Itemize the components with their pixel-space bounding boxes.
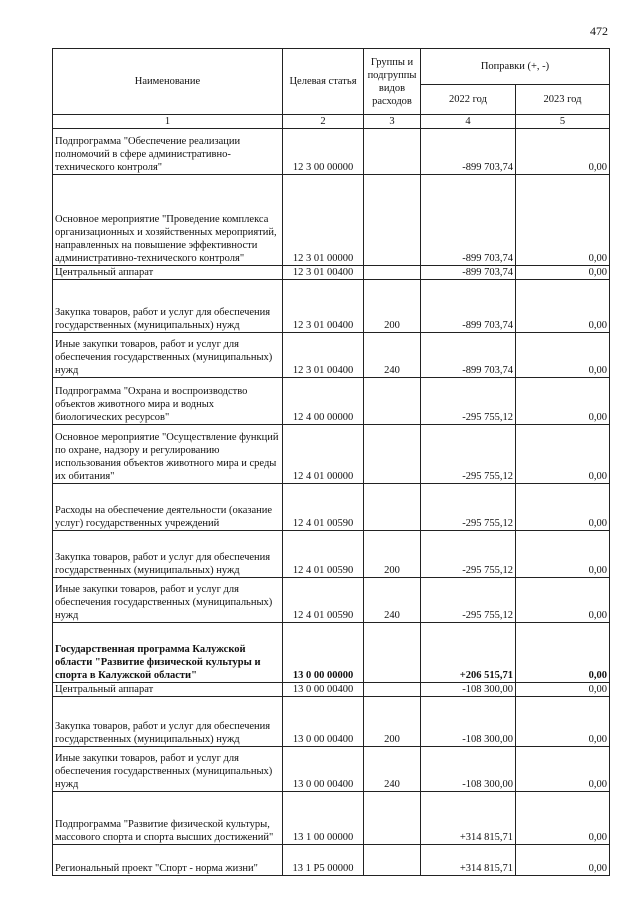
column-number: 1 (53, 115, 283, 129)
row-name: Закупка товаров, работ и услуг для обеспечения государственных (муниципальных) нужд (53, 280, 283, 333)
row-target-code: 12 4 01 00590 (283, 484, 364, 531)
row-group (364, 175, 421, 266)
row-amount-2023: 0,00 (516, 425, 610, 484)
row-amount-2023: 0,00 (516, 623, 610, 683)
header-amendments: Поправки (+, -) (421, 49, 610, 85)
row-target-code: 13 0 00 00000 (283, 623, 364, 683)
row-amount-2023: 0,00 (516, 266, 610, 280)
row-group: 200 (364, 697, 421, 747)
row-amount-2023: 0,00 (516, 484, 610, 531)
row-target-code: 13 0 00 00400 (283, 683, 364, 697)
header-target: Целевая статья (283, 49, 364, 115)
row-name: Государственная программа Калужской области "Развитие физической культуры и спорта в Калужской области" (53, 623, 283, 683)
table-row (53, 266, 610, 280)
row-group (364, 425, 421, 484)
row-amount-2022: +206 515,71 (421, 623, 516, 683)
row-group (364, 266, 421, 280)
row-amount-2022: -899 703,74 (421, 280, 516, 333)
table-row (53, 683, 610, 697)
budget-table (52, 48, 610, 876)
row-amount-2023: 0,00 (516, 175, 610, 266)
row-target-code: 13 1 00 00000 (283, 792, 364, 845)
row-amount-2022: -295 755,12 (421, 531, 516, 578)
page-number: 472 (590, 24, 608, 38)
table-row (53, 578, 610, 623)
row-amount-2022: -295 755,12 (421, 578, 516, 623)
table-row (53, 129, 610, 175)
row-amount-2023: 0,00 (516, 578, 610, 623)
table-row (53, 425, 610, 484)
row-target-code: 12 3 00 00000 (283, 129, 364, 175)
row-amount-2022: -108 300,00 (421, 747, 516, 792)
table-row (53, 747, 610, 792)
row-group: 200 (364, 280, 421, 333)
row-amount-2023: 0,00 (516, 792, 610, 845)
row-amount-2023: 0,00 (516, 683, 610, 697)
row-target-code: 12 3 01 00400 (283, 266, 364, 280)
row-target-code: 12 4 01 00000 (283, 425, 364, 484)
row-group (364, 845, 421, 876)
row-amount-2022: -899 703,74 (421, 175, 516, 266)
row-name: Расходы на обеспечение деятельности (оказание услуг) государственных учреждений (53, 484, 283, 531)
row-name: Центральный аппарат (53, 266, 283, 280)
row-name: Иные закупки товаров, работ и услуг для обеспечения государственных (муниципальных) нужд (53, 333, 283, 378)
row-group: 240 (364, 747, 421, 792)
row-name: Региональный проект "Спорт - норма жизни" (53, 845, 283, 876)
column-number: 5 (516, 115, 610, 129)
table-row (53, 531, 610, 578)
row-target-code: 13 0 00 00400 (283, 697, 364, 747)
table-row (53, 845, 610, 876)
row-target-code: 12 4 01 00590 (283, 531, 364, 578)
row-name: Подпрограмма "Охрана и воспроизводство объектов животного мира и водных биологических ресурсов" (53, 378, 283, 425)
row-amount-2023: 0,00 (516, 280, 610, 333)
table-row (53, 792, 610, 845)
row-amount-2022: -899 703,74 (421, 266, 516, 280)
header-year-2022: 2022 год (421, 85, 516, 115)
row-amount-2022: -295 755,12 (421, 425, 516, 484)
row-name: Закупка товаров, работ и услуг для обеспечения государственных (муниципальных) нужд (53, 697, 283, 747)
row-name: Подпрограмма "Развитие физической культуры, массового спорта и спорта высших достижений" (53, 792, 283, 845)
row-amount-2022: -295 755,12 (421, 378, 516, 425)
table-row (53, 378, 610, 425)
row-group (364, 484, 421, 531)
row-amount-2023: 0,00 (516, 845, 610, 876)
row-amount-2023: 0,00 (516, 697, 610, 747)
column-number: 2 (283, 115, 364, 129)
row-target-code: 12 4 01 00590 (283, 578, 364, 623)
row-group: 240 (364, 578, 421, 623)
row-target-code: 12 3 01 00000 (283, 175, 364, 266)
row-group (364, 129, 421, 175)
row-amount-2023: 0,00 (516, 378, 610, 425)
row-group: 240 (364, 333, 421, 378)
row-target-code: 13 1 P5 00000 (283, 845, 364, 876)
row-name: Закупка товаров, работ и услуг для обеспечения государственных (муниципальных) нужд (53, 531, 283, 578)
column-number: 3 (364, 115, 421, 129)
header-group: Группы и подгруппы видов расходов (364, 49, 421, 115)
row-amount-2022: -108 300,00 (421, 697, 516, 747)
row-amount-2022: -899 703,74 (421, 333, 516, 378)
row-name: Подпрограмма "Обеспечение реализации полномочий в сфере административно-технического контроля" (53, 129, 283, 175)
row-target-code: 12 3 01 00400 (283, 333, 364, 378)
row-group (364, 792, 421, 845)
row-name: Иные закупки товаров, работ и услуг для обеспечения государственных (муниципальных) нужд (53, 747, 283, 792)
row-amount-2022: -108 300,00 (421, 683, 516, 697)
table-row (53, 623, 610, 683)
row-amount-2022: +314 815,71 (421, 845, 516, 876)
row-name: Иные закупки товаров, работ и услуг для обеспечения государственных (муниципальных) нужд (53, 578, 283, 623)
row-name: Основное мероприятие "Осуществление функций по охране, надзору и регулированию использования объектов животного мира и среды их обитания" (53, 425, 283, 484)
row-group: 200 (364, 531, 421, 578)
header-name: Наименование (53, 49, 283, 115)
row-target-code: 12 3 01 00400 (283, 280, 364, 333)
table-row (53, 280, 610, 333)
row-target-code: 12 4 00 00000 (283, 378, 364, 425)
table-row (53, 484, 610, 531)
row-amount-2023: 0,00 (516, 333, 610, 378)
row-amount-2022: -899 703,74 (421, 129, 516, 175)
row-amount-2023: 0,00 (516, 129, 610, 175)
row-group (364, 623, 421, 683)
row-amount-2023: 0,00 (516, 747, 610, 792)
table-row (53, 333, 610, 378)
row-name: Центральный аппарат (53, 683, 283, 697)
row-name: Основное мероприятие "Проведение комплекса организационных и хозяйственных мероприятий, направленных на повышение эффективности административно-технического контроля" (53, 175, 283, 266)
table-row (53, 175, 610, 266)
row-amount-2023: 0,00 (516, 531, 610, 578)
row-group (364, 378, 421, 425)
row-group (364, 683, 421, 697)
row-target-code: 13 0 00 00400 (283, 747, 364, 792)
header-year-2023: 2023 год (516, 85, 610, 115)
row-amount-2022: -295 755,12 (421, 484, 516, 531)
row-amount-2022: +314 815,71 (421, 792, 516, 845)
column-number: 4 (421, 115, 516, 129)
table-row (53, 697, 610, 747)
